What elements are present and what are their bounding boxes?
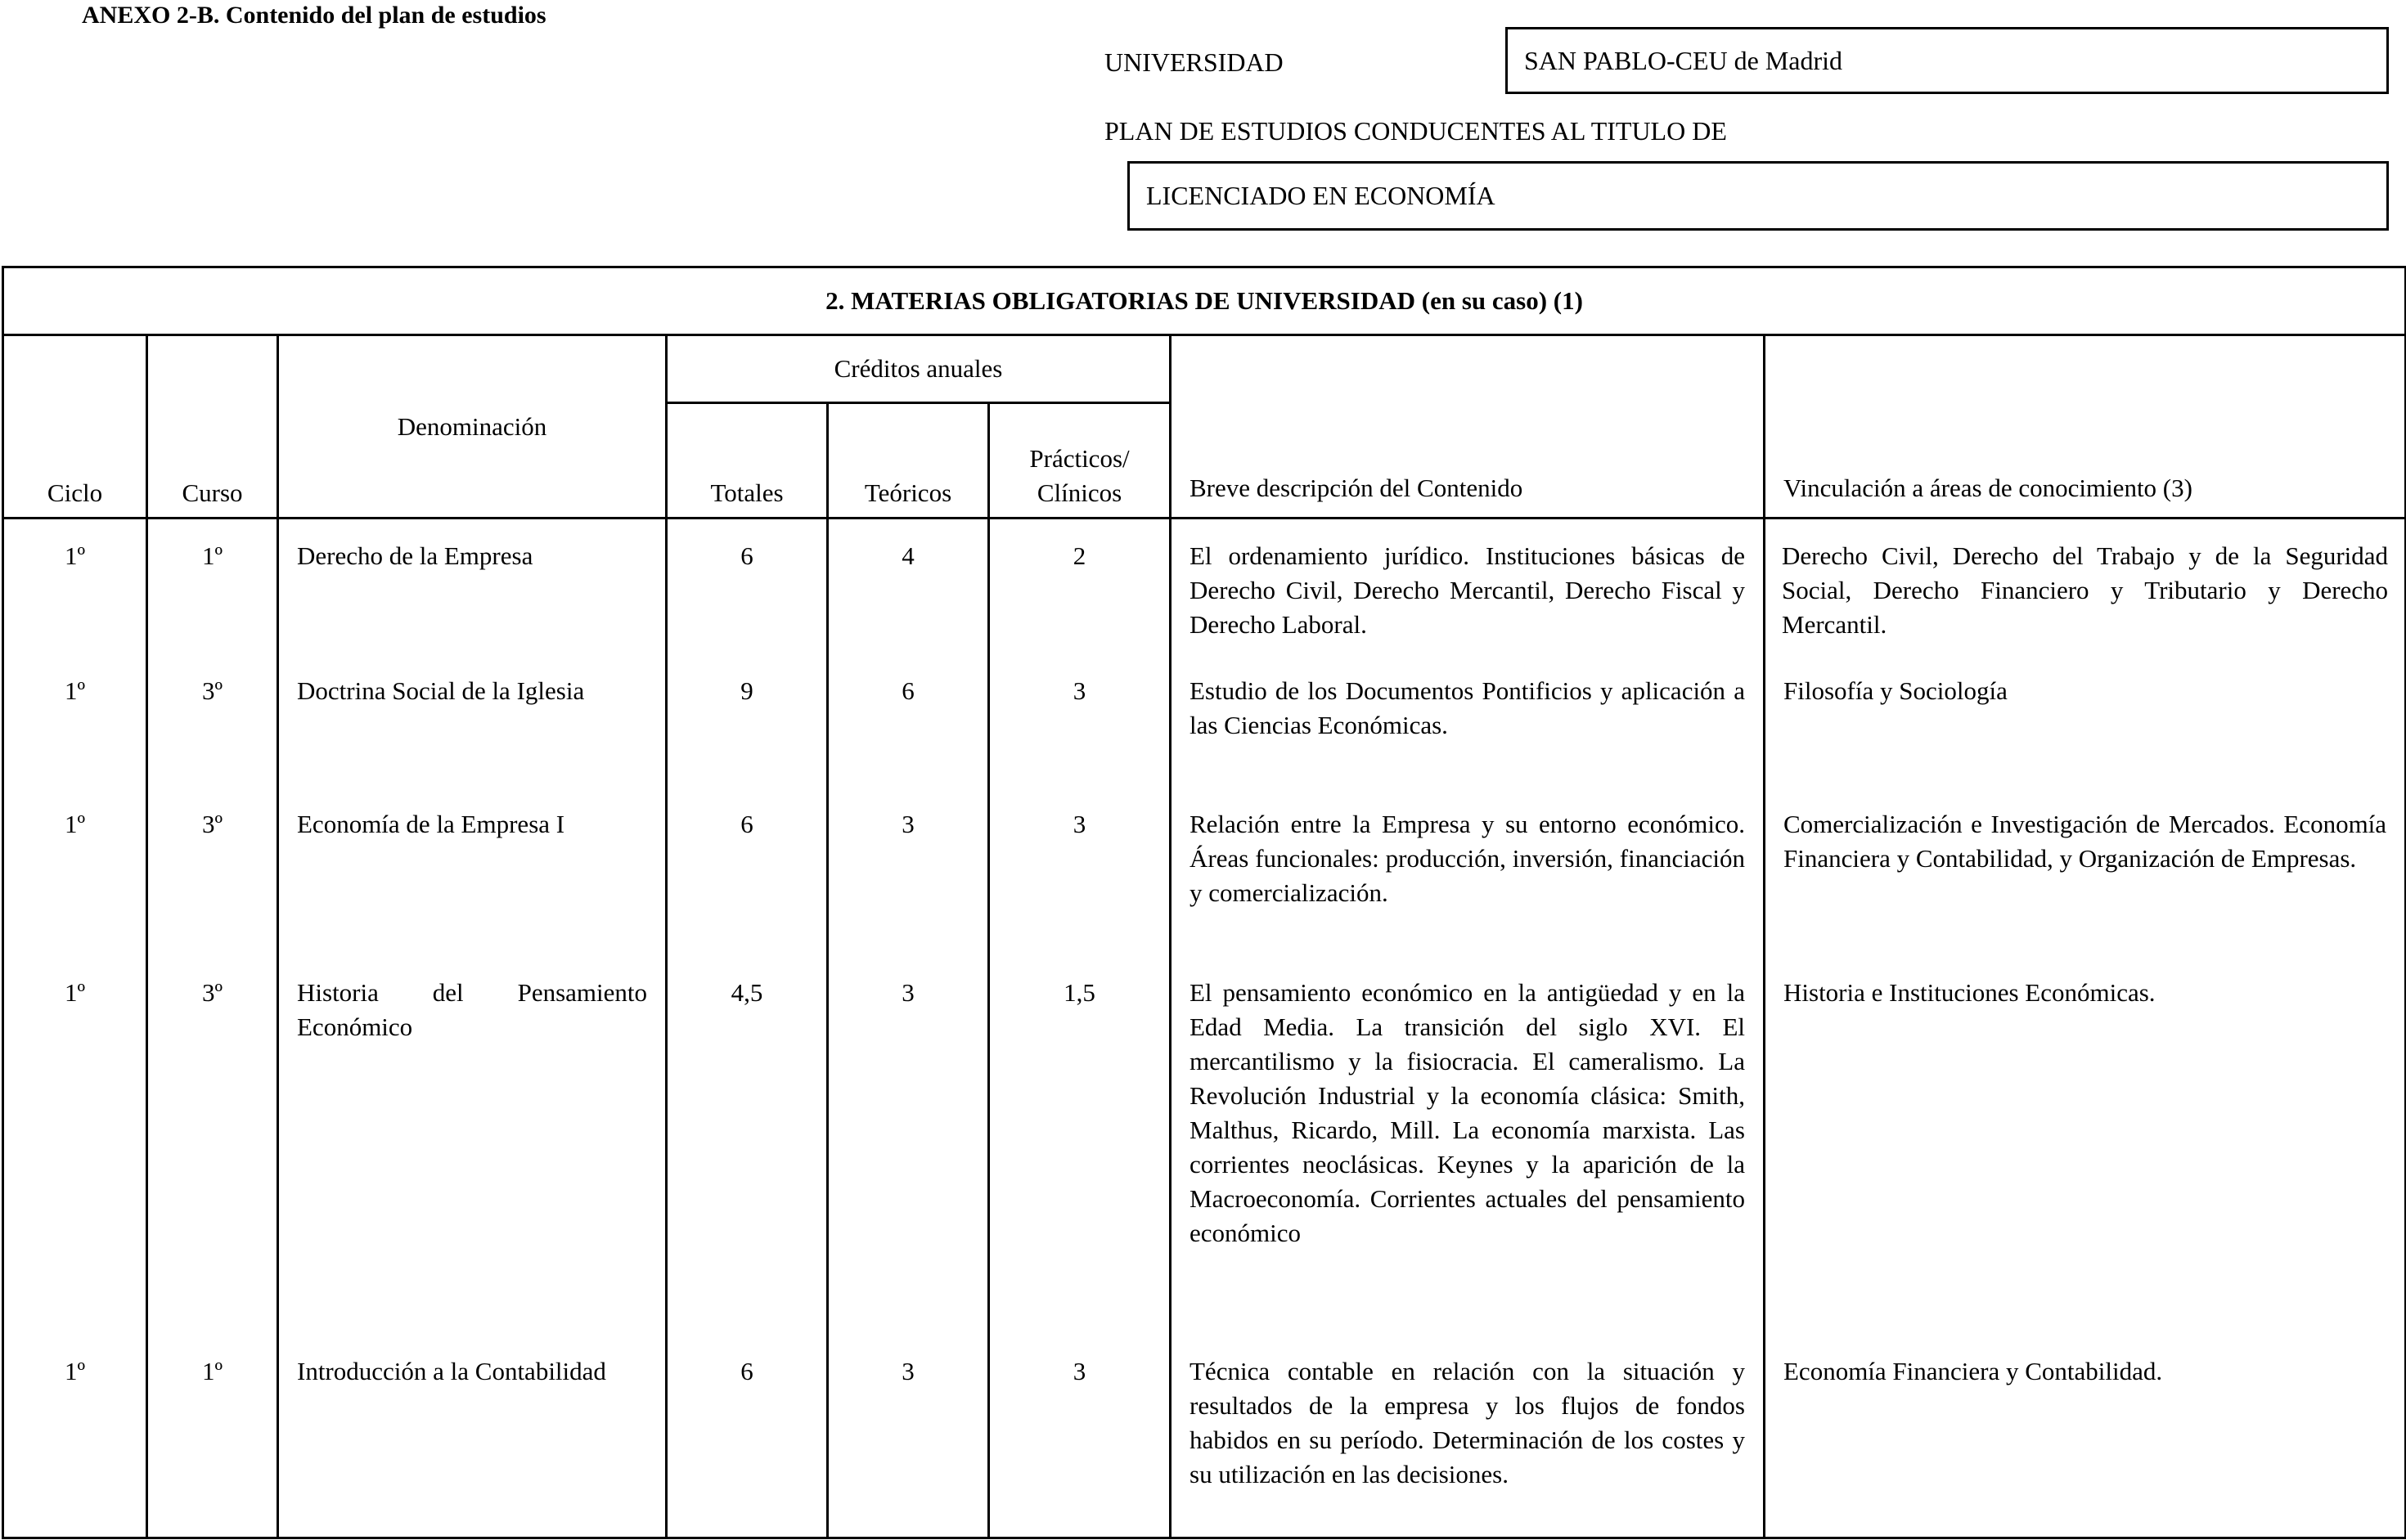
table-row-2-totales: 9 bbox=[740, 676, 753, 705]
table-row-5-vinculacion: Economía Financiera y Contabilidad. bbox=[1783, 1357, 2163, 1385]
totales-column bbox=[667, 519, 828, 1538]
table-row-4-curso: 3º bbox=[201, 978, 223, 1007]
header-creditos-anuales: Créditos anuales bbox=[667, 335, 1171, 403]
header-practicos-label: Prácticos/ Clínicos bbox=[1029, 444, 1130, 507]
table-title: 2. MATERIAS OBLIGATORIAS DE UNIVERSIDAD (en su caso) (1) bbox=[3, 267, 2406, 335]
table-row-1-descripcion: El ordenamiento jurídico. Instituciones básicas de Derecho Civil, Derecho Mercantil, Derecho Fiscal y Derecho Laboral. bbox=[1190, 541, 1745, 639]
table-row-2-teoricos: 6 bbox=[902, 676, 915, 705]
table-row-2-ciclo: 1º bbox=[64, 676, 86, 705]
table-row-3-teoricos: 3 bbox=[902, 810, 915, 838]
table-row-1-totales: 6 bbox=[740, 541, 753, 570]
table-row-1-ciclo: 1º bbox=[64, 541, 86, 570]
header-denominacion: Denominación bbox=[278, 335, 667, 519]
table-row-2-curso: 3º bbox=[201, 676, 223, 705]
table-row-3-denominacion: Economía de la Empresa I bbox=[297, 810, 565, 838]
practicos-column bbox=[989, 519, 1171, 1538]
table-row-4-ciclo: 1º bbox=[64, 978, 86, 1007]
ciclo-column bbox=[3, 519, 147, 1538]
table-row-4-vinculacion: Historia e Instituciones Económicas. bbox=[1783, 978, 2156, 1007]
table-row-2-practicos: 3 bbox=[1073, 676, 1086, 705]
degree-value: LICENCIADO EN ECONOMÍA bbox=[1146, 181, 1495, 210]
table-row-1-curso: 1º bbox=[201, 541, 223, 570]
table-row-3-totales: 6 bbox=[740, 810, 753, 838]
table-row-4-denominacion: Historia del Pensamiento Económico bbox=[297, 978, 647, 1041]
table-row-5-teoricos: 3 bbox=[902, 1357, 915, 1385]
table-row-5-denominacion: Introducción a la Contabilidad bbox=[297, 1357, 606, 1385]
teoricos-column bbox=[828, 519, 989, 1538]
header-curso: Curso bbox=[147, 335, 278, 519]
table-row-4-descripcion: El pensamiento económico en la antigüedad y en la Edad Media. La transición del siglo XVI. El mercantilismo y la fisiocracia. El cameralismo. La Revolución Industrial y la economía clásica: Smith, Malthus, Ricardo, Mill. La economía marxista. Las corrientes neoclásicas. Keynes y la aparición de la Macroeconomía. Corrientes actuales del pensamiento económico bbox=[1190, 978, 1745, 1247]
header-ciclo: Ciclo bbox=[3, 335, 147, 519]
university-value-box bbox=[1505, 27, 2389, 94]
denominacion-column bbox=[278, 519, 667, 1538]
table-row-2-descripcion: Estudio de los Documentos Pontificios y aplicación a las Ciencias Económicas. bbox=[1190, 676, 1745, 739]
table-row-2-vinculacion: Filosofía y Sociología bbox=[1783, 676, 2008, 705]
subjects-table bbox=[2, 266, 2406, 1539]
table-row-3-practicos: 3 bbox=[1073, 810, 1086, 838]
table-row-4-practicos: 1,5 bbox=[1064, 978, 1095, 1007]
table-row-4-teoricos: 3 bbox=[902, 978, 915, 1007]
university-value: SAN PABLO-CEU de Madrid bbox=[1524, 45, 1843, 75]
vinculacion-column bbox=[1765, 519, 2406, 1538]
table-row-5-curso: 1º bbox=[201, 1357, 223, 1385]
curso-column bbox=[147, 519, 278, 1538]
table-row-1-vinculacion: Derecho Civil, Derecho del Trabajo y de la Seguridad Social, Derecho Financiero y Tributario y Derecho Mercantil. bbox=[1782, 541, 2389, 639]
table-row-4-totales: 4,5 bbox=[731, 978, 763, 1007]
header-practicos bbox=[989, 403, 1171, 519]
table-row-5-practicos: 3 bbox=[1073, 1357, 1086, 1385]
university-label: UNIVERSIDAD bbox=[1104, 47, 1284, 77]
header-teoricos: Teóricos bbox=[828, 403, 989, 519]
table-row-5-totales: 6 bbox=[740, 1357, 753, 1385]
plan-label: PLAN DE ESTUDIOS CONDUCENTES AL TITULO DE bbox=[1104, 116, 1727, 146]
header-vinculacion: Vinculación a áreas de conocimiento (3) bbox=[1765, 335, 2406, 519]
table-row-2-denominacion: Doctrina Social de la Iglesia bbox=[297, 676, 585, 705]
degree-value-box bbox=[1127, 161, 2389, 231]
table-row-1-denominacion: Derecho de la Empresa bbox=[297, 541, 533, 570]
table-row-3-vinculacion: Comercialización e Investigación de Mercados. Economía Financiera y Contabilidad, y Organización de Empresas. bbox=[1783, 810, 2387, 873]
table-row-1-teoricos: 4 bbox=[902, 541, 915, 570]
table-row-3-curso: 3º bbox=[201, 810, 223, 838]
table-row-1-practicos: 2 bbox=[1073, 541, 1086, 570]
descripcion-column bbox=[1171, 519, 1765, 1538]
table-row-3-ciclo: 1º bbox=[64, 810, 86, 838]
table-row-5-descripcion: Técnica contable en relación con la situación y resultados de la empresa y los flujos de fondos habidos en su período. Determinación de los costes y su utilización en las decisiones. bbox=[1190, 1357, 1745, 1488]
table-row-3-descripcion: Relación entre la Empresa y su entorno económico. Áreas funcionales: producción, inversión, financiación y comercialización. bbox=[1190, 810, 1745, 907]
header-totales: Totales bbox=[667, 403, 828, 519]
header-descripcion: Breve descripción del Contenido bbox=[1171, 335, 1765, 519]
annex-title: ANEXO 2-B. Contenido del plan de estudios bbox=[82, 2, 546, 29]
table-row-5-ciclo: 1º bbox=[64, 1357, 86, 1385]
